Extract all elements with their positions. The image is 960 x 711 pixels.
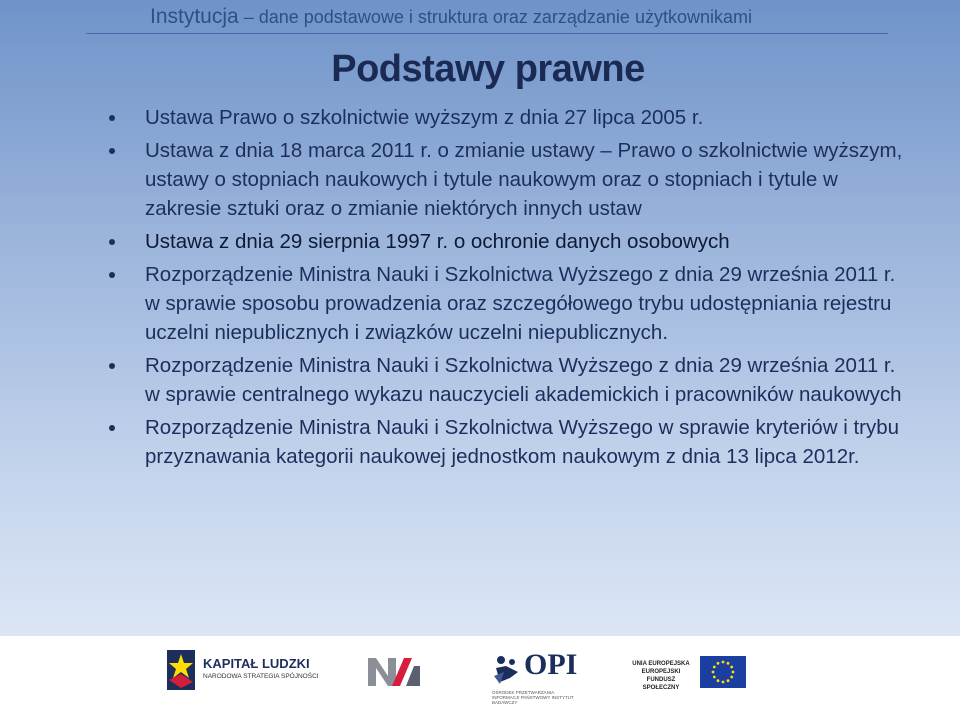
footer-logos [0,636,960,711]
eu-flag-icon [700,656,746,688]
bullet-icon [109,239,115,245]
list-item-text: Rozporządzenie Ministra Nauki i Szkolnictwa Wyższego z dnia 29 września 2011 r. w sprawie centralnego wykazu nauczycieli akademickich i pracowników naukowych [145,354,902,406]
opi-icon [492,652,522,686]
kapital-ludzki-logo [165,648,319,694]
list-item-text: Rozporządzenie Ministra Nauki i Szkolnictwa Wyższego z dnia 29 września 2011 r. w sprawie sposobu prowadzenia oraz szczegółowego trybu udostępniania rejestru uczelni niepublicznych i związków uczelni niepublicznych. [145,263,896,344]
list-item [145,351,905,409]
header-subtitle: – dane podstawowe i struktura oraz zarządzanie użytkownikami [238,7,752,27]
bullet-icon [109,363,115,369]
list-item [145,136,905,223]
eu-flag [700,656,746,688]
list-item [145,413,905,471]
header-title: Instytucja [150,5,239,28]
list-item [145,227,905,256]
list-item-text: Ustawa z dnia 29 sierpnia 1997 r. o ochronie danych osobowych [145,230,730,253]
list-item-text: Rozporządzenie Ministra Nauki i Szkolnictwa Wyższego w sprawie kryteriów i trybu przyznawania kategorii naukowej jednostkom naukowym z dnia 13 lipca 2012r. [145,416,900,468]
eu-line-2: EUROPEJSKI [641,669,681,675]
eu-text [628,660,694,692]
bullet-icon [109,425,115,431]
slide-title: Podstawy prawne [331,48,645,90]
bullet-icon [109,148,115,154]
kapital-ludzki-name: KAPITAŁ LUDZKI [203,656,310,671]
header-divider [86,33,888,34]
list-item-text: Ustawa Prawo o szkolnictwie wyższym z dnia 27 lipca 2005 r. [145,106,704,129]
opi-logo [492,648,582,705]
list-item-text: Ustawa z dnia 18 marca 2011 r. o zmianie ustawy – Prawo o szkolnictwie wyższym, ustawy o stopniach naukowych i tytule naukowym oraz o stopniach i tytule w zakresie sztuki oraz o zmianie niektórych innych ustaw [145,139,903,220]
ministry-icon [366,656,422,688]
bullet-icon [109,272,115,278]
ministry-logo [366,656,422,688]
eu-text-block [628,658,698,692]
opi-name: OPI [524,648,578,681]
kapital-ludzki-tagline: NARODOWA STRATEGIA SPÓJNOŚCI [203,673,319,680]
eu-line-3: FUNDUSZ SPOŁECZNY [642,677,680,691]
eu-line-1: UNIA EUROPEJSKA [632,661,690,667]
bullet-icon [109,115,115,121]
header-text [150,5,752,29]
opi-tagline: OŚRODEK PRZETWARZANIA INFORMACJI PAŃSTWOWY INSTYTUT BADAWCZY [492,690,574,705]
kapital-ludzki-icon [165,648,197,692]
list-item [145,260,905,347]
list-item [145,103,905,132]
slide-header [0,0,960,36]
bullet-list [145,103,905,475]
